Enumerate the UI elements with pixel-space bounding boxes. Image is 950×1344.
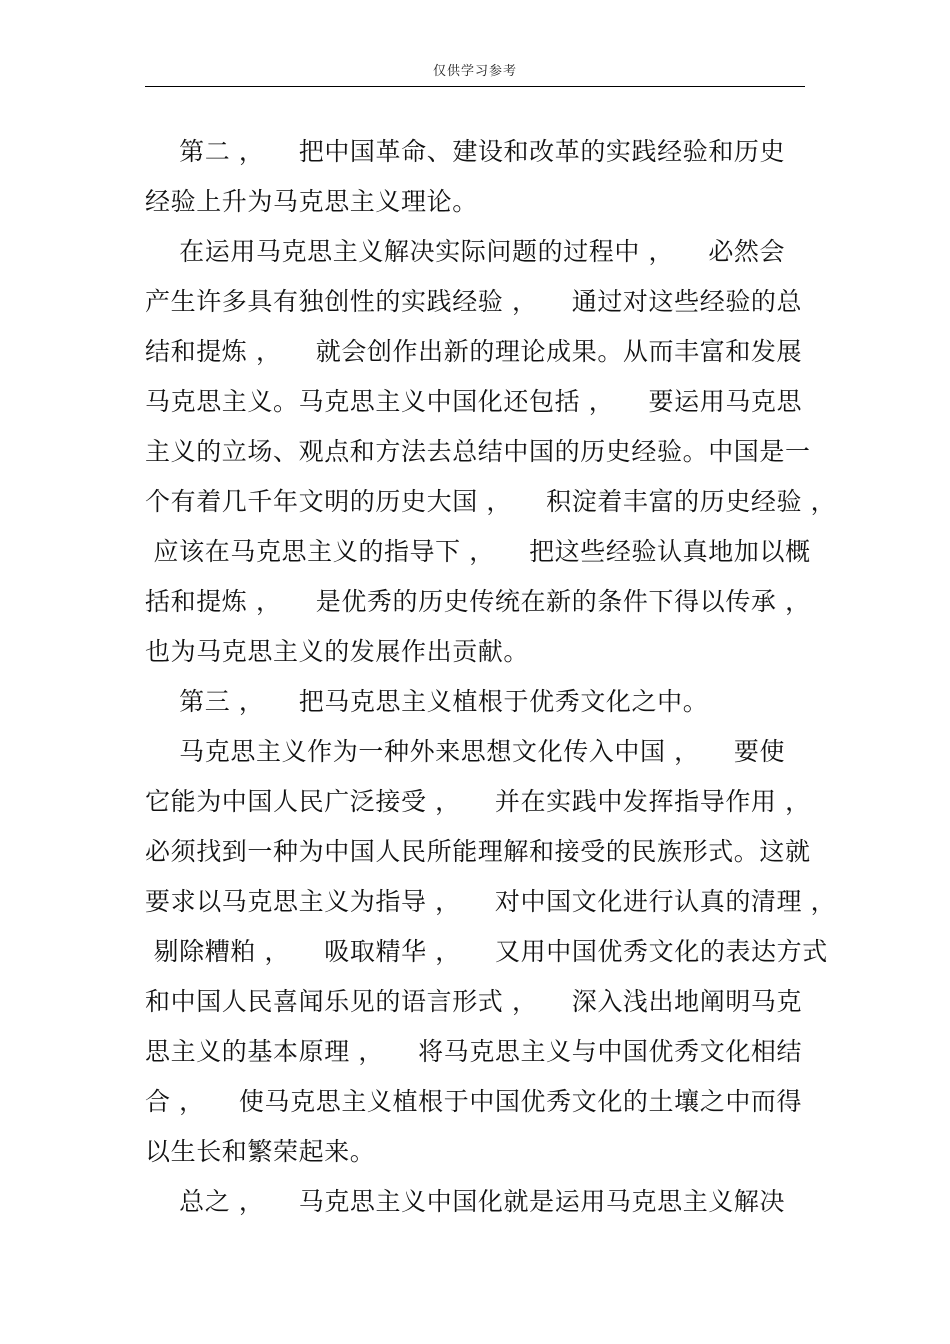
- text-line: 第三 ， 把马克思主义植根于优秀文化之中。: [145, 687, 709, 716]
- text-line: 马克思主义作为一种外来思想文化传入中国 ， 要使: [145, 737, 786, 766]
- text-line: 和中国人民喜闻乐见的语言形式 ， 深入浅出地阐明马克: [145, 987, 803, 1016]
- text-line: 也为马克思主义的发展作出贡献。: [145, 637, 530, 666]
- text-line: 它能为中国人民广泛接受 ， 并在实践中发挥指导作用 ，: [145, 787, 811, 816]
- text-line: 经验上升为马克思主义理论。: [145, 187, 478, 216]
- text-line: 马克思主义。马克思主义中国化还包括 ， 要运用马克思: [145, 387, 803, 416]
- text-line: 应该在马克思主义的指导下 ， 把这些经验认真地加以概: [145, 537, 811, 566]
- header-text: 仅供学习参考: [432, 64, 517, 79]
- page-header: [145, 60, 805, 87]
- text-line: 剔除糟粕 ， 吸取精华 ， 又用中国优秀文化的表达方式: [145, 937, 828, 966]
- text-line: 主义的立场、观点和方法去总结中国的历史经验。中国是一: [145, 437, 811, 466]
- text-line: 合 ， 使马克思主义植根于中国优秀文化的土壤之中而得: [145, 1087, 803, 1116]
- text-line: 第二 ， 把中国革命、建设和改革的实践经验和历史: [145, 137, 786, 166]
- text-line: 要求以马克思主义为指导 ， 对中国文化进行认真的清理 ，: [145, 887, 837, 916]
- text-line: 括和提炼 ， 是优秀的历史传统在新的条件下得以传承 ，: [145, 587, 811, 616]
- text-line: 总之 ， 马克思主义中国化就是运用马克思主义解决: [145, 1187, 786, 1216]
- text-line: 在运用马克思主义解决实际问题的过程中 ， 必然会: [145, 237, 786, 266]
- text-line: 个有着几千年文明的历史大国 ， 积淀着丰富的历史经验 ，: [145, 487, 837, 516]
- text-line: 以生长和繁荣起来。: [145, 1137, 376, 1166]
- text-line: 思主义的基本原理 ， 将马克思主义与中国优秀文化相结: [145, 1037, 803, 1066]
- text-line: 必须找到一种为中国人民所能理解和接受的民族形式。这就: [145, 837, 811, 866]
- text-line: 结和提炼 ， 就会创作出新的理论成果。从而丰富和发展: [145, 337, 803, 366]
- text-line: 产生许多具有独创性的实践经验 ， 通过对这些经验的总: [145, 287, 803, 316]
